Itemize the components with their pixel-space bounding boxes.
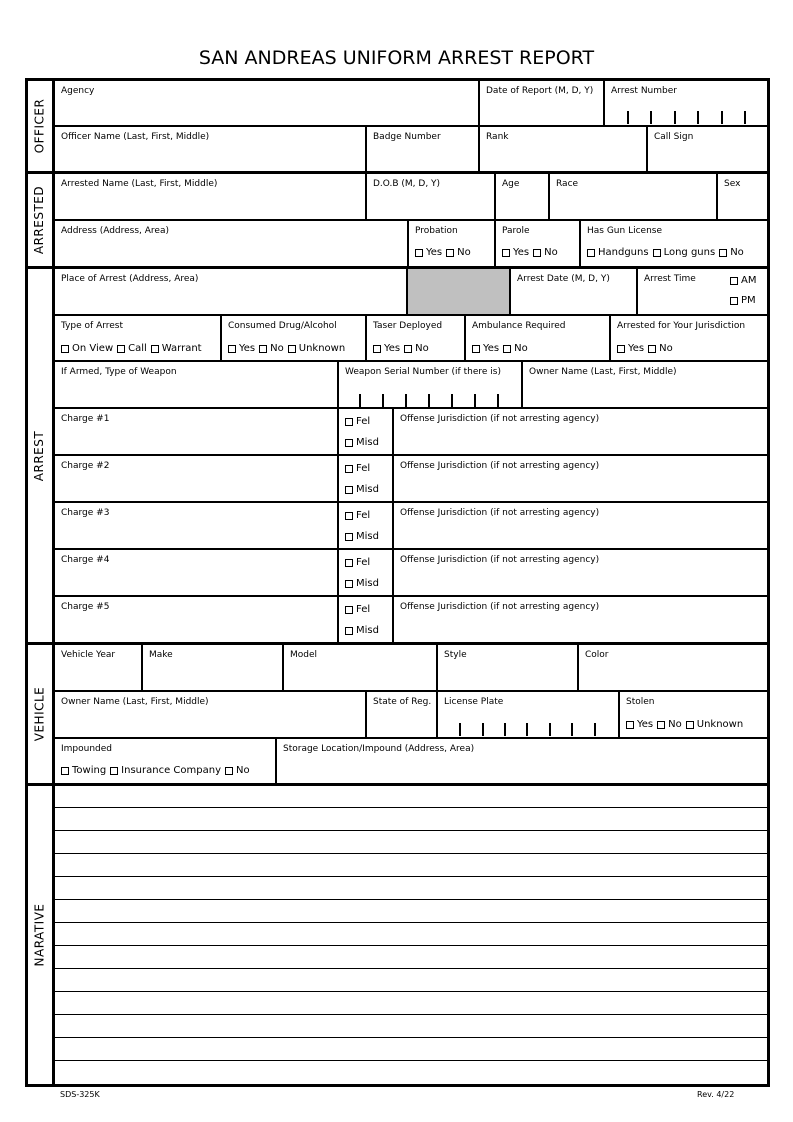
arrest-date-label: Arrest Date (M, D, Y) <box>517 274 610 284</box>
narrative-ruled-line <box>55 922 767 923</box>
offense-jurisdiction-label: Offense Jurisdiction (if not arresting agency) <box>400 461 600 471</box>
charge-label: Charge #4 <box>61 555 110 565</box>
narrative-ruled-line <box>55 1060 767 1061</box>
charge-field[interactable] <box>55 550 337 595</box>
ambulance-label: Ambulance Required <box>472 321 566 331</box>
parole-yes-checkbox[interactable]: Yes <box>502 247 529 258</box>
charge-misdemeanor-checkbox[interactable]: Misd <box>345 625 379 636</box>
narrative-ruled-line <box>55 899 767 900</box>
impounded-group <box>55 739 275 783</box>
taser-yes-checkbox[interactable]: Yes <box>373 343 400 354</box>
section-label-narrative: NARATIVE <box>32 903 47 967</box>
arrest-type-onview-checkbox[interactable]: On View <box>61 343 113 354</box>
arrest-type-warrant-checkbox[interactable]: Warrant <box>151 343 202 354</box>
call-sign-label: Call Sign <box>654 132 694 142</box>
charge-misdemeanor-checkbox[interactable]: Misd <box>345 531 379 542</box>
charge-class-group <box>339 597 392 642</box>
drug-yes-checkbox[interactable]: Yes <box>228 343 255 354</box>
charge-field[interactable] <box>55 503 337 548</box>
place-of-arrest-label: Place of Arrest (Address, Area) <box>61 274 199 284</box>
digit-tick <box>428 394 430 407</box>
gun-license-longguns-checkbox[interactable]: Long guns <box>653 247 716 258</box>
taser-no-checkbox[interactable]: No <box>404 343 429 354</box>
narrative-ruled-line <box>55 1037 767 1038</box>
digit-tick <box>721 111 723 124</box>
weapon-owner-field[interactable] <box>523 362 767 407</box>
gun-license-group <box>581 221 767 266</box>
charge-field[interactable] <box>55 456 337 501</box>
digit-tick <box>627 111 629 124</box>
digit-tick <box>571 723 573 736</box>
charge-label: Charge #5 <box>61 602 110 612</box>
narrative-ruled-line <box>55 991 767 992</box>
stolen-unknown-checkbox[interactable]: Unknown <box>686 719 743 730</box>
impounded-label: Impounded <box>61 744 113 754</box>
digit-tick <box>594 723 596 736</box>
vehicle-year-label: Vehicle Year <box>61 650 116 660</box>
stolen-group <box>620 692 767 737</box>
arrest-time-am-checkbox[interactable]: AM <box>730 275 756 286</box>
arrest-time-field[interactable] <box>638 269 767 314</box>
charge-felony-checkbox[interactable]: Fel <box>345 557 370 568</box>
sex-label: Sex <box>724 179 741 189</box>
charge-felony-checkbox[interactable]: Fel <box>345 510 370 521</box>
charge-label: Charge #2 <box>61 461 110 471</box>
charge-label: Charge #1 <box>61 414 110 424</box>
stolen-yes-checkbox[interactable]: Yes <box>626 719 653 730</box>
date-of-report-field[interactable] <box>480 81 603 125</box>
gun-license-label: Has Gun License <box>587 226 663 236</box>
state-of-reg-label: State of Reg. <box>373 697 432 707</box>
storage-location-field[interactable] <box>277 739 767 783</box>
arrest-type-call-checkbox[interactable]: Call <box>117 343 147 354</box>
vehicle-model-field[interactable] <box>284 645 436 690</box>
section-label-vehicle: VEHICLE <box>32 686 47 742</box>
impounded-towing-checkbox[interactable]: Towing <box>61 765 106 776</box>
vehicle-style-field[interactable] <box>438 645 577 690</box>
offense-jurisdiction-label: Offense Jurisdiction (if not arresting agency) <box>400 508 600 518</box>
age-label: Age <box>502 179 520 189</box>
dob-label: D.O.B (M, D, Y) <box>373 179 441 189</box>
agency-field[interactable] <box>55 81 478 125</box>
narrative-ruled-line <box>55 968 767 969</box>
narrative-ruled-line <box>55 876 767 877</box>
officer-name-field[interactable] <box>55 127 365 171</box>
parole-label: Parole <box>502 226 530 236</box>
digit-tick <box>359 394 361 407</box>
address-label: Address (Address, Area) <box>61 226 169 236</box>
narrative-ruled-line <box>55 1014 767 1015</box>
weapon-type-label: If Armed, Type of Weapon <box>61 367 177 377</box>
dob-field[interactable] <box>367 174 494 219</box>
section-label-arrested: ARRESTED <box>32 185 47 255</box>
shaded-blank-cell <box>408 269 509 314</box>
offense-jurisdiction-field[interactable] <box>394 503 767 548</box>
drug-unknown-checkbox[interactable]: Unknown <box>288 343 345 354</box>
charge-field[interactable] <box>55 409 337 454</box>
age-field[interactable] <box>496 174 548 219</box>
digit-tick <box>474 394 476 407</box>
section-label-arrest: ARREST <box>32 430 47 481</box>
digit-tick <box>504 723 506 736</box>
ambulance-no-checkbox[interactable]: No <box>503 343 528 354</box>
digit-tick <box>459 723 461 736</box>
drug-alcohol-group <box>222 316 365 360</box>
race-field[interactable] <box>550 174 716 219</box>
weapon-type-field[interactable] <box>55 362 337 407</box>
digit-tick <box>697 111 699 124</box>
arrested-name-field[interactable] <box>55 174 365 219</box>
vehicle-make-label: Make <box>149 650 173 660</box>
offense-jurisdiction-label: Offense Jurisdiction (if not arresting agency) <box>400 602 600 612</box>
agency-label: Agency <box>61 86 95 96</box>
probation-label: Probation <box>415 226 458 236</box>
badge-number-label: Badge Number <box>373 132 441 142</box>
narrative-ruled-line <box>55 945 767 946</box>
form-code: SDS-325K <box>60 1090 100 1099</box>
digit-tick <box>674 111 676 124</box>
revision: Rev. 4/22 <box>697 1090 735 1099</box>
digit-tick <box>650 111 652 124</box>
offense-jurisdiction-label: Offense Jurisdiction (if not arresting agency) <box>400 555 600 565</box>
narrative-ruled-line <box>55 807 767 808</box>
charge-class-group <box>339 503 392 548</box>
charge-misdemeanor-checkbox[interactable]: Misd <box>345 484 379 495</box>
drug-alcohol-label: Consumed Drug/Alcohol <box>228 321 337 331</box>
arrest-number-field[interactable] <box>605 81 767 125</box>
storage-location-label: Storage Location/Impound (Address, Area) <box>283 744 475 754</box>
arrest-number-label: Arrest Number <box>611 86 677 96</box>
sex-field[interactable] <box>718 174 767 219</box>
charge-class-group <box>339 550 392 595</box>
officer-name-label: Officer Name (Last, First, Middle) <box>61 132 210 142</box>
place-of-arrest-field[interactable] <box>55 269 407 314</box>
vehicle-year-field[interactable] <box>55 645 141 690</box>
vehicle-owner-label: Owner Name (Last, First, Middle) <box>61 697 209 707</box>
digit-tick <box>482 723 484 736</box>
charge-felony-checkbox[interactable]: Fel <box>345 463 370 474</box>
vehicle-style-label: Style <box>444 650 467 660</box>
page-title: SAN ANDREAS UNIFORM ARREST REPORT <box>198 47 595 69</box>
vehicle-color-field[interactable] <box>579 645 767 690</box>
jurisdiction-group <box>611 316 767 360</box>
ambulance-group <box>466 316 609 360</box>
type-of-arrest-group <box>55 316 220 360</box>
vehicle-make-field[interactable] <box>143 645 282 690</box>
digit-tick <box>744 111 746 124</box>
charge-misdemeanor-checkbox[interactable]: Misd <box>345 437 379 448</box>
digit-tick <box>405 394 407 407</box>
parole-group <box>496 221 579 266</box>
arrest-date-field[interactable] <box>511 269 636 314</box>
jurisdiction-label: Arrested for Your Jurisdiction <box>617 321 746 331</box>
charge-misdemeanor-checkbox[interactable]: Misd <box>345 578 379 589</box>
offense-jurisdiction-field[interactable] <box>394 550 767 595</box>
taser-group <box>367 316 464 360</box>
probation-no-checkbox[interactable]: No <box>446 247 471 258</box>
vehicle-color-label: Color <box>585 650 609 660</box>
vehicle-model-label: Model <box>290 650 318 660</box>
parole-no-checkbox[interactable]: No <box>533 247 558 258</box>
drug-no-checkbox[interactable]: No <box>259 343 284 354</box>
stolen-label: Stolen <box>626 697 655 707</box>
charge-felony-checkbox[interactable]: Fel <box>345 416 370 427</box>
charge-field[interactable] <box>55 597 337 642</box>
offense-jurisdiction-field[interactable] <box>394 456 767 501</box>
race-label: Race <box>556 179 579 189</box>
charge-felony-checkbox[interactable]: Fel <box>345 604 370 615</box>
stolen-no-checkbox[interactable]: No <box>657 719 682 730</box>
state-of-reg-field[interactable] <box>367 692 436 737</box>
charge-class-group <box>339 456 392 501</box>
license-plate-field[interactable] <box>438 692 618 737</box>
rank-field[interactable] <box>480 127 646 171</box>
date-of-report-label: Date of Report (M, D, Y) <box>486 86 594 96</box>
offense-jurisdiction-field[interactable] <box>394 409 767 454</box>
digit-tick <box>451 394 453 407</box>
charge-class-group <box>339 409 392 454</box>
offense-jurisdiction-label: Offense Jurisdiction (if not arresting agency) <box>400 414 600 424</box>
impounded-insurance-checkbox[interactable]: Insurance Company <box>110 765 221 776</box>
license-plate-label: License Plate <box>444 697 504 707</box>
taser-label: Taser Deployed <box>373 321 443 331</box>
weapon-serial-label: Weapon Serial Number (if there is) <box>345 367 501 377</box>
gun-license-handguns-checkbox[interactable]: Handguns <box>587 247 649 258</box>
vehicle-owner-field[interactable] <box>55 692 365 737</box>
section-label-officer: OFFICER <box>32 98 47 154</box>
call-sign-field[interactable] <box>648 127 767 171</box>
ambulance-yes-checkbox[interactable]: Yes <box>472 343 499 354</box>
address-field[interactable] <box>55 221 407 266</box>
jurisdiction-yes-checkbox[interactable]: Yes <box>617 343 644 354</box>
rank-label: Rank <box>486 132 509 142</box>
arrest-time-label: Arrest Time <box>644 274 696 284</box>
jurisdiction-no-checkbox[interactable]: No <box>648 343 673 354</box>
digit-tick <box>382 394 384 407</box>
gun-license-no-checkbox[interactable]: No <box>719 247 744 258</box>
charge-label: Charge #3 <box>61 508 110 518</box>
offense-jurisdiction-field[interactable] <box>394 597 767 642</box>
digit-tick <box>549 723 551 736</box>
digit-tick <box>497 394 499 407</box>
narrative-ruled-line <box>55 830 767 831</box>
narrative-ruled-line <box>55 853 767 854</box>
impounded-no-checkbox[interactable]: No <box>225 765 250 776</box>
probation-yes-checkbox[interactable]: Yes <box>415 247 442 258</box>
probation-group <box>409 221 494 266</box>
badge-number-field[interactable] <box>367 127 478 171</box>
type-of-arrest-label: Type of Arrest <box>61 321 124 331</box>
arrest-time-pm-checkbox[interactable]: PM <box>730 295 756 306</box>
digit-tick <box>526 723 528 736</box>
weapon-serial-field[interactable] <box>339 362 521 407</box>
arrested-name-label: Arrested Name (Last, First, Middle) <box>61 179 218 189</box>
weapon-owner-label: Owner Name (Last, First, Middle) <box>529 367 677 377</box>
